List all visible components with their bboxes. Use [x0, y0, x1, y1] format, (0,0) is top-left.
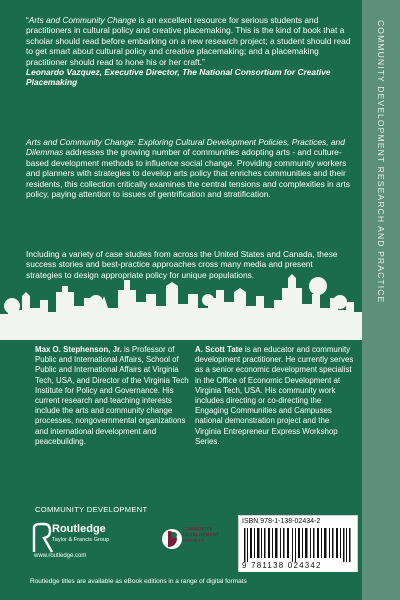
ebook-availability-note: Routledge titles are available as eBook editions in a range of digital formats	[30, 578, 247, 585]
author-bio-stephenson	[35, 345, 195, 447]
quote-book-title: Arts and Community Change	[28, 15, 137, 25]
description-book-title: Arts and Community Change: Exploring Cultural Development Policies, Practices, and Dilemmas	[26, 137, 345, 158]
barcode-icon	[242, 528, 352, 562]
author-text-stephenson: is Professor of Public and International Affairs, School of Public and International Affairs at Virginia Tech, USA, and Director of the Virginia Tech Institute for Policy and Governance. His current research and teaching interests include the arts and community change processes, nongovernmental organizations and international development and peacebuilding.	[35, 345, 189, 446]
author-bio-tate	[195, 345, 355, 447]
author-name-stephenson: Max O. Stephenson, Jr.	[35, 345, 122, 354]
author-text-tate: is an educator and community development practitioner. He currently serves as a senior economic development specialist in the Office of Economic Development at Virginia Tech, USA. His community work includes directing or co-directing the Engaging Communities and Campuses national demonstration project and the Virginia Entrepreneur Express Workshop Series.	[195, 345, 354, 446]
partner-logo-line-3: SOCIETY	[183, 538, 205, 543]
city-skyline-illustration	[0, 272, 362, 344]
book-description	[26, 137, 351, 199]
endorsement-quote	[26, 15, 351, 88]
description-body: addresses the growing number of communities adopting arts - and culture-based development methods to influence social change. Providing community workers and planners with strategies to develop arts policy that enriches communities and their residents, this collection critically examines the central tensions and complexities in arts policy, paying attention to issues of gentrification and stratification.	[26, 147, 350, 200]
isbn-label: ISBN 978-1-138-02434-2	[242, 518, 321, 525]
publisher-name: Routledge	[52, 523, 106, 535]
partner-logo-line-1: COMMUNITY	[183, 526, 213, 531]
author-name-tate: A. Scott Tate	[195, 345, 243, 354]
quote-body: is an excellent resource for serious students and practitioners in cultural policy and creative placemaking. This is the kind of book that a scholar should read before embarking on a new research project; a student should read to get smart about cultural policy and creative placemaking; and a placemaking practitioner should read to hone his or her craft.”	[26, 15, 351, 67]
partner-logo-line-2: DEVELOPMENT	[183, 532, 220, 537]
barcode-digits: 9 781138 024342	[242, 561, 322, 570]
case-studies-body: Including a variety of case studies from across the United States and Canada, these success stories and best-practice approaches cross many media and present strategies to design appropriate policy for unique populations.	[26, 249, 338, 280]
quote-open-mark: “	[26, 15, 29, 25]
series-title: COMMUNITY DEVELOPMENT RESEARCH AND PRACTICE	[376, 20, 386, 304]
footer-band	[0, 572, 362, 600]
subject-category: COMMUNITY DEVELOPMENT	[35, 505, 148, 514]
quote-attribution: Leonardo Vazquez, Executive Director, The National Consortium for Creative Placemaking	[26, 67, 331, 88]
publisher-group: Taylor & Francis Group	[52, 537, 110, 543]
publisher-url[interactable]: www.routledge.com	[34, 553, 87, 559]
